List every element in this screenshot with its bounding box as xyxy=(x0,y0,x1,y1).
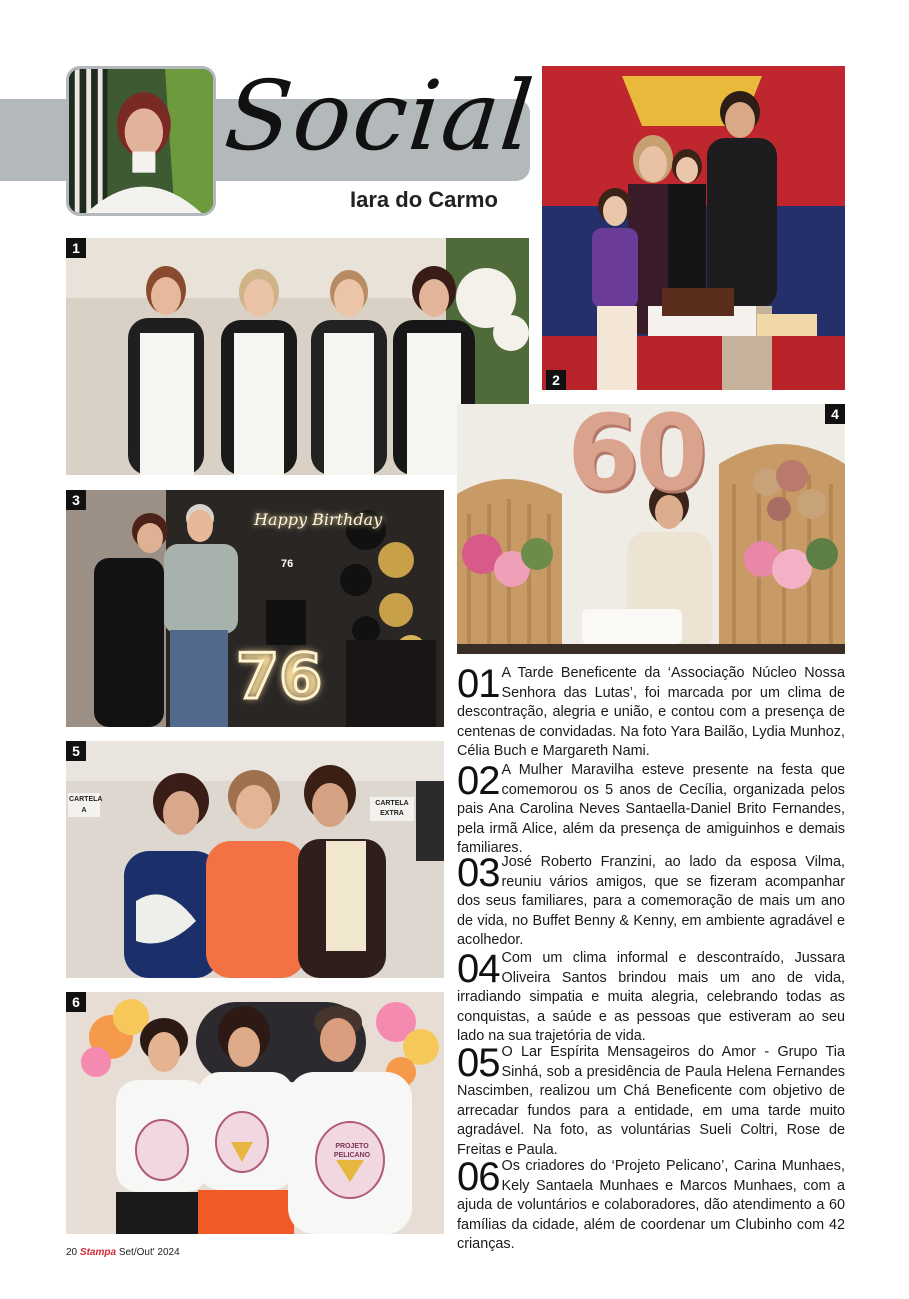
caption-text: A Tarde Beneficente da ‘Associação Núcleo Nossa Senhora das Lutas’, foi marcada por um clima de descontração, alegria e união, e contou com a presença de centenas de convidadas. Na foto Yara Bailão, Lydia Munhoz, Célia Buch e Margareth Nami. xyxy=(457,665,845,759)
page-number: 20 xyxy=(66,1247,78,1258)
photo-4 xyxy=(457,404,845,654)
photo-number-4: 4 xyxy=(825,404,845,424)
photo-6 xyxy=(66,992,444,1234)
cake-number: 76 xyxy=(281,558,294,570)
caption-04 xyxy=(457,949,845,1047)
photo-number-5: 5 xyxy=(66,741,86,761)
page-footer xyxy=(66,1247,180,1258)
caption-text: A Mulher Maravilha esteve presente na festa que comemorou os 5 anos de Cecília, organizada pelos pais Ana Carolina Neves Santaella-Daniel Brito Fernandes, pela irmã Alice, além da presença de amiguinhos e demais familiares. xyxy=(457,762,845,856)
caption-05 xyxy=(457,1043,845,1160)
issue-date: Set/Out' 2024 xyxy=(118,1247,180,1258)
caption-number: 06 xyxy=(457,1155,500,1199)
author-name: Iara do Carmo xyxy=(350,187,498,212)
caption-02 xyxy=(457,761,845,859)
caption-number: 04 xyxy=(457,947,500,991)
photo-5 xyxy=(66,741,444,978)
photo-number-1: 1 xyxy=(66,238,86,258)
balloon-number: 60 xyxy=(567,404,704,514)
caption-01 xyxy=(457,664,845,762)
caption-text: O Lar Espírita Mensageiros do Amor - Grupo Tia Sinhá, sob a presidência de Paula Helena Fernandes Nascimben, realizou um Chá Beneficente com objetivo de arrecadar fundos para a entidade, em uma tarde muito agradável. Na foto, as voluntárias Sueli Coltri, Rose de Freitas e Paula. xyxy=(457,1044,845,1158)
photo-3 xyxy=(66,490,444,727)
section-title: Social xyxy=(220,60,540,172)
happy-birthday-sign: Happy Birthday xyxy=(254,510,383,529)
caption-text: José Roberto Franzini, ao lado da esposa Vilma, reuniu vários amigos, que se fizeram acompanhar dos seus familiares, para a comemoração de mais um ano de vida, no Buffet Benny & Kenny, em ambiente agradável e acolhedor. xyxy=(457,854,845,948)
caption-text: Com um clima informal e descontraído, Jussara Oliveira Santos brindou mais um ano de vida, irradiando simpatia e muita alegria, celebrando todas as conquistas, a saúde e as pessoas que estiveram ao seu lado na sua trajetória de vida. xyxy=(457,950,845,1044)
caption-number: 01 xyxy=(457,662,500,706)
neon-number: 76 xyxy=(236,640,323,713)
sign-cartela-a: CARTELA A xyxy=(68,793,100,817)
caption-number: 02 xyxy=(457,759,500,803)
magazine-brand: Stampa xyxy=(79,1247,117,1258)
caption-03 xyxy=(457,853,845,951)
shirt-text: PROJETO PELICANO xyxy=(333,1143,371,1159)
caption-number: 05 xyxy=(457,1041,500,1085)
caption-06 xyxy=(457,1157,845,1255)
columnist-portrait xyxy=(66,66,216,216)
caption-text: Os criadores do ‘Projeto Pelicano’, Carina Munhaes, Kely Santaela Munhaes e Marcos Munhaes, com a ajuda de voluntários e colaboradores, dão atendimento a 60 famílias da cidade, além de coordenar um Clubinho com 42 crianças. xyxy=(457,1158,845,1252)
photo-2 xyxy=(542,66,845,390)
photo-number-3: 3 xyxy=(66,490,86,510)
caption-number: 03 xyxy=(457,851,500,895)
photo-number-2: 2 xyxy=(546,370,566,390)
sign-cartela-extra: CARTELA EXTRA xyxy=(370,797,414,821)
photo-number-6: 6 xyxy=(66,992,86,1012)
